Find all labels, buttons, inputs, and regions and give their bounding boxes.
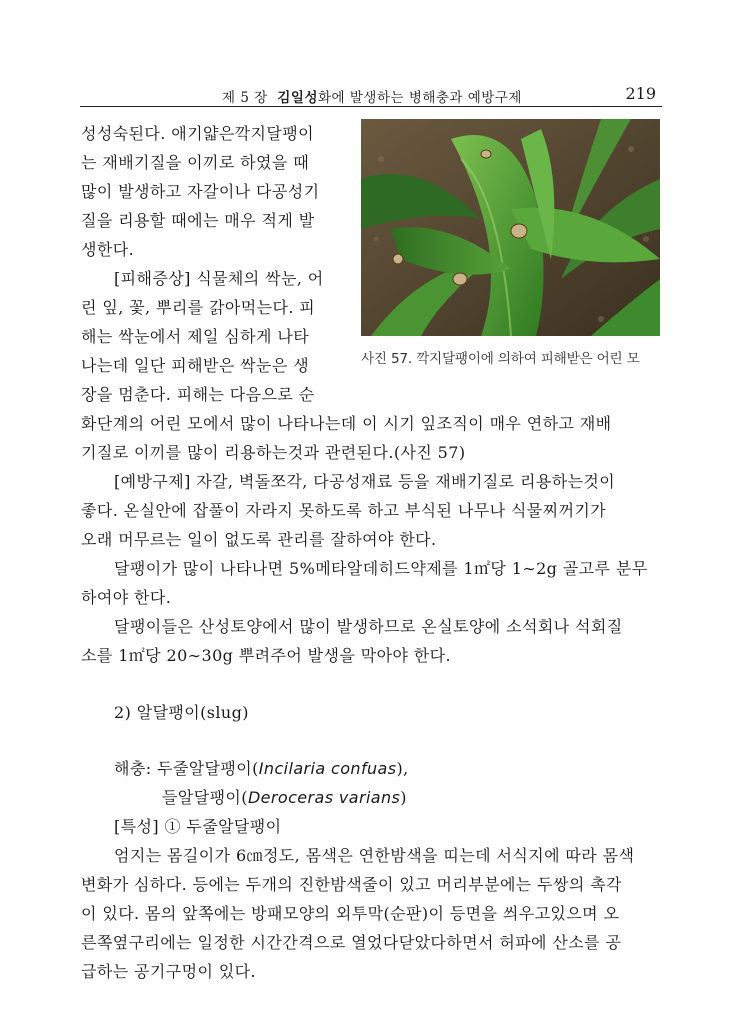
text-line: 이 있다. 몸의 앞쪽에는 방패모양의 외투막(순판)이 등면을 씌우고있으며 오	[81, 904, 620, 923]
pest2-latin-name: Deroceras varians	[247, 788, 401, 807]
text-line: 달팽이가 많이 나타나면 5%메타알데히드약제를 1㎡당 1∼2g 골고루 분무	[114, 559, 648, 578]
text-line: 화단계의 어린 모에서 많이 나타나는데 이 시기 잎조직이 매우 연하고 재배	[81, 414, 612, 433]
text-line: 소를 1㎡당 20∼30g 뿌려주어 발생을 막아야 한다.	[81, 646, 451, 665]
pest-line-1	[114, 754, 409, 783]
text-line: 기질로 이끼를 많이 리용하는것과 관련된다.(사진 57)	[81, 443, 466, 462]
text-line: 해는 싹눈에서 제일 심하게 나타	[81, 327, 310, 346]
pest2-end: )	[400, 788, 407, 807]
pest-line-2	[162, 783, 407, 812]
chapter-number: 제 5 장	[222, 90, 268, 106]
text-line: 하여야 한다.	[81, 588, 172, 607]
chapter-title-rest: 화에 발생하는 병해충과 예방구제	[317, 90, 522, 106]
figure-photo	[361, 119, 660, 336]
text-line: 나는데 일단 피해받은 싹눈은 생	[81, 356, 310, 375]
text-line: 급하는 공기구멍이 있다.	[81, 962, 257, 981]
text-line: 오래 머무르는 일이 없도록 관리를 잘하여야 한다.	[81, 530, 437, 549]
text-line: 질을 리용할 때에는 매우 적게 발	[81, 211, 315, 230]
header-rule	[80, 106, 662, 107]
feature-heading: [특성] ① 두줄알달팽이	[114, 817, 282, 836]
text-line: 많이 발생하고 자갈이나 다공성기	[81, 182, 320, 201]
pest1-end: ),	[396, 759, 409, 778]
chapter-title	[222, 86, 522, 106]
text-line: 는 재배기질을 이끼로 하였을 때	[81, 153, 310, 172]
text-line: 장을 멈춘다. 피해는 다음으로 순	[81, 385, 315, 404]
section-heading: 2) 알달팽이(slug)	[114, 703, 249, 722]
text-line: 생한다.	[81, 240, 135, 259]
pest1-latin-name: Incilaria confuas	[258, 759, 397, 778]
text-line: 른쪽옆구리에는 일정한 시간간격으로 열었다닫았다하면서 허파에 산소를 공	[81, 933, 622, 952]
orchid-seedling-image	[361, 119, 660, 336]
pest-label: 해충: 두줄알달팽이(	[114, 759, 259, 778]
text-line: 달팽이들은 산성토양에서 많이 발생하므로 온실토양에 소석회나 석회질	[114, 617, 623, 636]
text-line: 린 잎, 꽃, 뿌리를 갉아먹는다. 피	[81, 298, 316, 317]
chapter-title-bold: 김일성	[277, 90, 318, 106]
text-line: 엄지는 몸길이가 6㎝정도, 몸색은 연한밤색을 띠는데 서식지에 따라 몸색	[114, 846, 635, 865]
text-line: [피해증상] 식물체의 싹눈, 어	[114, 269, 324, 288]
text-line: 변화가 심하다. 등에는 두개의 진한밤색줄이 있고 머리부분에는 두쌍의 촉각	[81, 875, 622, 894]
pest2-name: 들알달팽이(	[162, 788, 248, 807]
running-header	[80, 84, 662, 106]
figure-caption: 사진 57. 깍지달팽이에 의하여 피해받은 어린 모	[361, 351, 640, 367]
page-number: 219	[625, 84, 656, 103]
text-line: 성성숙된다. 애기얇은깍지달팽이	[81, 124, 314, 143]
text-line: 좋다. 온실안에 잡풀이 자라지 못하도록 하고 부식된 나무나 식물찌꺼기가	[81, 501, 607, 520]
text-line: [예방구제] 자갈, 벽돌쪼각, 다공성재료 등을 재배기질로 리용하는것이	[114, 472, 616, 491]
